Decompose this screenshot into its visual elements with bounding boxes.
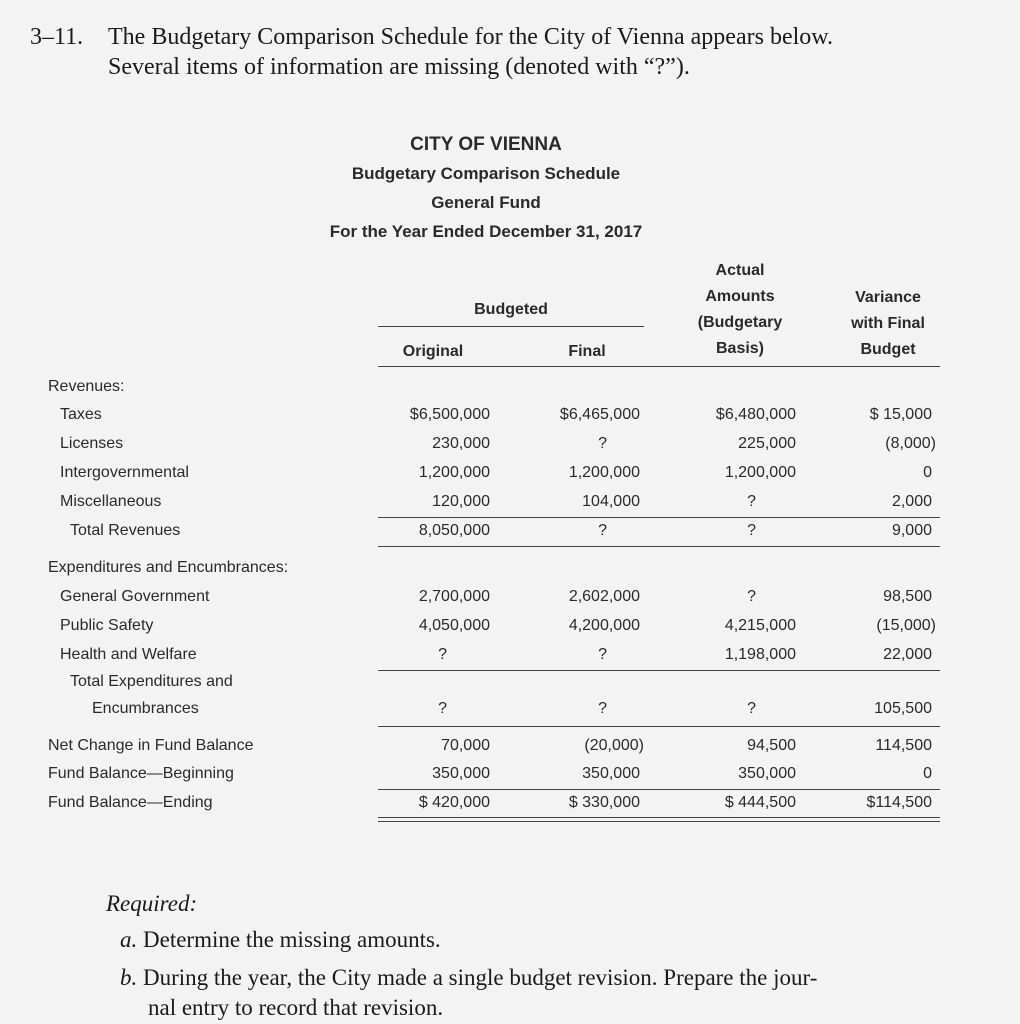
cell-actual: ? [747,588,756,605]
total-rule [378,546,940,547]
cell-actual: 1,198,000 [724,646,796,663]
cell-variance: (15,000) [876,617,936,634]
cell-actual: ? [747,493,756,510]
row-label: Miscellaneous [60,493,162,510]
subtotal-rule [378,670,940,671]
header-variance-line-1: Variance [855,289,921,306]
row-label: Expenditures and Encumbrances: [48,559,289,576]
cell-actual: $6,480,000 [715,406,796,423]
row-label: Encumbrances [92,700,199,717]
cell-variance: $114,500 [866,794,932,811]
problem-number: 3–11. [30,24,84,50]
row-label: Fund Balance—Ending [48,794,213,811]
header-actual-line-1: Actual [715,262,765,279]
row-label: Public Safety [60,617,154,634]
header-final: Final [568,343,606,360]
problem-line-1: The Budgetary Comparison Schedule for the City of Vienna appears below. [108,24,834,50]
cell-final: ? [598,435,607,452]
header-variance-line-3: Budget [860,341,916,358]
header-actual-line-4: Basis) [715,340,765,357]
cell-original: 1,200,000 [418,464,490,481]
cell-variance: 105,500 [874,700,932,717]
problem-statement [30,22,833,82]
row-label: Taxes [60,406,102,423]
cell-original: $6,500,000 [409,406,490,423]
header-actual-line-2: Amounts [705,288,775,305]
cell-variance: 0 [923,765,932,782]
cell-original: 8,050,000 [418,522,490,539]
cell-final: $ 330,000 [568,794,640,811]
cell-final: $6,465,000 [559,406,640,423]
required-a-text: Determine the missing amounts. [143,927,441,952]
schedule-fund: General Fund [431,193,541,212]
double-rule-top [378,817,940,818]
row-label: Licenses [60,435,124,452]
budgeted-rule [378,326,644,327]
cell-variance: 2,000 [891,493,932,510]
schedule-period: For the Year Ended December 31, 2017 [329,222,643,241]
cell-final: ? [598,522,607,539]
row-label: General Government [60,588,210,605]
total-rule [378,726,940,727]
required-b-line-2: nal entry to record that revision. [148,995,444,1020]
row-label: Net Change in Fund Balance [48,737,254,754]
header-rule [378,366,940,367]
cell-original: 230,000 [432,435,490,452]
header-budgeted: Budgeted [474,301,548,318]
cell-actual: ? [747,700,756,717]
required-b-line-1: During the year, the City made a single budget revision. Prepare the jour- [143,965,818,990]
problem-line-2: Several items of information are missing (denoted with “?”). [108,54,690,80]
header-variance [830,285,946,363]
cell-final: 2,602,000 [568,588,640,605]
cell-variance: (8,000) [885,435,936,452]
required-b [120,963,950,993]
cell-final: 1,200,000 [568,464,640,481]
header-actual [682,258,798,362]
cell-actual: 350,000 [738,765,796,782]
header-actual-line-3: (Budgetary [697,314,783,331]
cell-actual: 1,200,000 [724,464,796,481]
cell-variance: 98,500 [883,588,932,605]
cell-variance: 22,000 [883,646,932,663]
cell-variance: 9,000 [891,522,932,539]
cell-original: ? [438,646,447,663]
cell-final: ? [598,700,607,717]
cell-actual: ? [747,522,756,539]
cell-original: 2,700,000 [418,588,490,605]
cell-original: $ 420,000 [418,794,490,811]
row-label: Health and Welfare [60,646,197,663]
cell-original: ? [438,700,447,717]
schedule-title: CITY OF VIENNA [410,134,562,155]
required-a-marker: a. [120,927,138,952]
cell-original: 350,000 [432,765,490,782]
cell-final: 104,000 [582,493,640,510]
row-label: Total Expenditures and [70,673,233,690]
double-rule-bottom [378,821,940,822]
cell-final: (20,000) [584,737,644,754]
row-label: Total Revenues [70,522,181,539]
cell-final: 4,200,000 [568,617,640,634]
cell-final: ? [598,646,607,663]
required-heading: Required: [106,891,198,916]
cell-actual: 225,000 [738,435,796,452]
required-b-marker: b. [120,965,138,990]
row-label: Fund Balance—Beginning [48,765,234,782]
cell-original: 70,000 [441,737,490,754]
subtotal-rule [378,789,940,790]
row-label: Intergovernmental [60,464,189,481]
cell-variance: $ 15,000 [869,406,932,423]
header-variance-line-2: with Final [851,315,925,332]
cell-actual: 4,215,000 [724,617,796,634]
header-original: Original [402,343,464,360]
cell-original: 120,000 [432,493,490,510]
cell-actual: 94,500 [747,737,796,754]
cell-actual: $ 444,500 [724,794,796,811]
cell-original: 4,050,000 [418,617,490,634]
row-label: Revenues: [48,378,125,395]
cell-variance: 114,500 [875,737,932,754]
cell-final: 350,000 [582,765,640,782]
schedule-subtitle: Budgetary Comparison Schedule [351,164,621,183]
required-a [120,925,441,955]
subtotal-rule [378,517,940,518]
cell-variance: 0 [923,464,932,481]
